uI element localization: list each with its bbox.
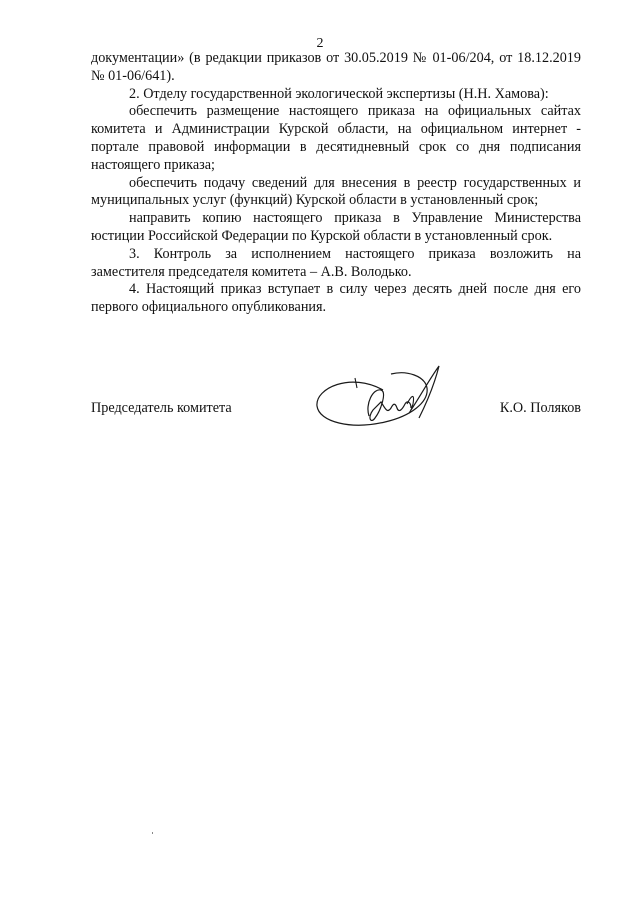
paragraph-item-2: 2. Отделу государственной экологической экспертизы (Н.Н. Хамова): — [129, 85, 549, 102]
document-body — [91, 50, 581, 317]
paragraph-subitem-copy: направить копию настоящего приказа в Управление Министерства юстиции Российской Федерации по Курской области в установленный срок. — [91, 210, 581, 244]
signatory-name: К.О. Поляков — [499, 400, 581, 416]
paragraph-subitem-registry: обеспечить подачу сведений для внесения в реестр государственных и муниципальных услуг (функций) Курской области в установленный срок; — [91, 174, 581, 209]
paragraph-continuation: документации» (в редакции приказов от 30.05.2019 № 01-06/204, от 18.12.2019 № 01-06/641). — [91, 50, 581, 84]
signature-block — [91, 392, 581, 432]
paragraph-item-3: 3. Контроль за исполнением настоящего приказа возложить на заместителя председателя комитета – А.В. Володько. — [91, 245, 581, 280]
paragraph-item-4: 4. Настоящий приказ вступает в силу через десять дней после дня его первого официального опубликования. — [91, 281, 581, 316]
scan-speck — [152, 832, 153, 834]
signatory-role: Председатель комитета — [91, 400, 232, 416]
paragraph-subitem-publish: обеспечить размещение настоящего приказа на официальных сайтах комитета и Администрации Курской области, на официальном интернет - портале правовой информации в десятидневный срок со дня подписания настоящего приказа; — [91, 103, 581, 173]
page-number: 2 — [316, 36, 324, 51]
